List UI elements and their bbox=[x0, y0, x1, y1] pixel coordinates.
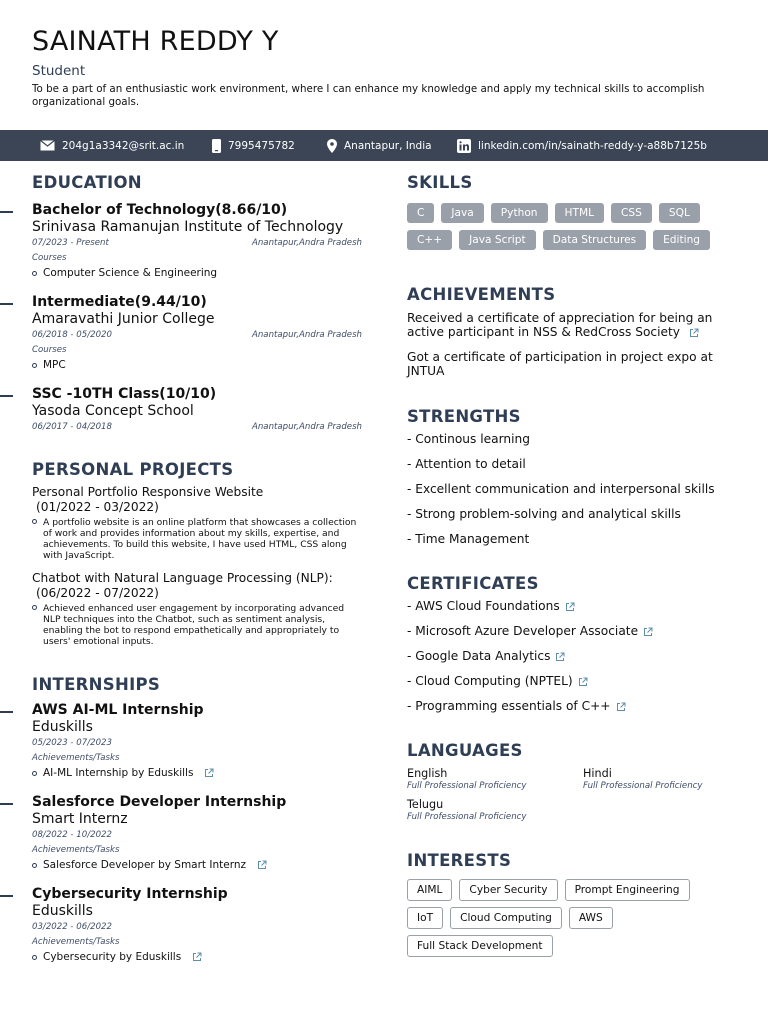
task-text: Salesforce Developer by Smart Internz bbox=[43, 859, 247, 871]
school-name: Yasoda Concept School bbox=[32, 403, 194, 419]
timeline-tick bbox=[0, 395, 13, 397]
certificates-list bbox=[407, 599, 727, 714]
certificate-text: - Programming essentials of C++ bbox=[407, 699, 611, 713]
school-name: Srinivasa Ramanujan Institute of Technology bbox=[32, 219, 344, 235]
summary-text: To be a part of an enthusiastic work environment, where I can enhance my knowledge and apply my technical skills to accomplish organizational goals. bbox=[32, 83, 705, 108]
language-name: Hindi bbox=[583, 767, 612, 780]
language-name: English bbox=[407, 767, 448, 780]
bullet-circle-icon bbox=[32, 363, 37, 368]
tasks-label: Achievements/Tasks bbox=[32, 753, 120, 763]
contact-phone[interactable] bbox=[212, 130, 295, 161]
internship-dates: 08/2022 - 10/2022 bbox=[32, 830, 112, 840]
language-item bbox=[407, 767, 583, 792]
strength-item: - Time Management bbox=[407, 532, 530, 546]
external-link-icon[interactable] bbox=[565, 602, 575, 612]
degree-title: Bachelor of Technology(8.66/10) bbox=[32, 202, 288, 218]
project-dates: (06/2022 - 07/2022) bbox=[36, 586, 159, 600]
interest-tag: AIML bbox=[407, 879, 452, 901]
bullet-circle-icon bbox=[32, 771, 37, 776]
languages-list bbox=[407, 767, 727, 823]
timeline-tick bbox=[0, 303, 13, 305]
certificate-text: - Cloud Computing (NPTEL) bbox=[407, 674, 573, 688]
interests-heading: INTERESTS bbox=[407, 851, 512, 870]
skill-tag: CSS bbox=[611, 203, 652, 223]
skill-tag: Java bbox=[441, 203, 483, 223]
courses-label: Courses bbox=[32, 345, 67, 355]
external-link-icon[interactable] bbox=[689, 328, 699, 338]
education-dates: 06/2018 - 05/2020 bbox=[32, 330, 112, 340]
skills-list bbox=[407, 203, 727, 257]
project-description-text: A portfolio website is an online platform that showcases a collection of work and provides information about my skills, expertise, and achievements. To build this website, I have used HTML, CSS along with JavaScript. bbox=[43, 517, 357, 561]
internships-heading: INTERNSHIPS bbox=[32, 675, 161, 694]
achievement-item bbox=[407, 311, 727, 339]
language-level: Full Professional Proficiency bbox=[407, 781, 527, 791]
external-link-icon[interactable] bbox=[643, 627, 653, 637]
task-item[interactable] bbox=[32, 858, 362, 872]
project-description bbox=[32, 517, 362, 561]
skill-tag: SQL bbox=[659, 203, 700, 223]
internship-title: Cybersecurity Internship bbox=[32, 886, 228, 902]
course-item bbox=[32, 358, 362, 372]
strengths-list bbox=[407, 432, 727, 547]
bullet-circle-icon bbox=[32, 955, 37, 960]
internship-dates: 03/2022 - 06/2022 bbox=[32, 922, 112, 932]
project-item bbox=[32, 485, 362, 561]
education-item bbox=[32, 294, 362, 372]
candidate-name: SAINATH REDDY Y bbox=[32, 26, 279, 57]
courses-label: Courses bbox=[32, 253, 67, 263]
school-name: Amaravathi Junior College bbox=[32, 311, 215, 327]
internship-item bbox=[32, 702, 362, 780]
interest-tag: AWS bbox=[569, 907, 613, 929]
internship-meta bbox=[32, 829, 362, 841]
course-text: Computer Science & Engineering bbox=[43, 267, 218, 279]
bullet-circle-icon bbox=[32, 863, 37, 868]
left-column bbox=[32, 172, 362, 964]
candidate-role: Student bbox=[32, 63, 86, 79]
certificate-item bbox=[407, 599, 727, 614]
achievements-heading: ACHIEVEMENTS bbox=[407, 285, 556, 304]
email-icon bbox=[40, 140, 55, 151]
external-link-icon[interactable] bbox=[616, 702, 626, 712]
right-column bbox=[407, 172, 727, 963]
education-location: Anantapur,Andra Pradesh bbox=[251, 330, 362, 340]
location-text: Anantapur, India bbox=[344, 139, 432, 152]
strength-item: - Strong problem-solving and analytical skills bbox=[407, 507, 681, 521]
skill-tag: Editing bbox=[653, 230, 710, 250]
project-dates: (01/2022 - 03/2022) bbox=[36, 500, 159, 514]
interest-tag: IoT bbox=[407, 907, 443, 929]
email-text: 204g1a3342@srit.ac.in bbox=[62, 139, 185, 152]
external-link-icon[interactable] bbox=[192, 952, 202, 962]
language-level: Full Professional Proficiency bbox=[407, 812, 527, 822]
contact-bar bbox=[0, 130, 768, 161]
certificates-heading: CERTIFICATES bbox=[407, 574, 539, 593]
skill-tag: C++ bbox=[407, 230, 452, 250]
linkedin-icon bbox=[457, 139, 471, 153]
achievement-item bbox=[407, 350, 727, 378]
project-name: Personal Portfolio Responsive Website bbox=[32, 485, 264, 499]
timeline-tick bbox=[0, 211, 13, 213]
internship-company: Eduskills bbox=[32, 719, 93, 735]
strengths-heading: STRENGTHS bbox=[407, 407, 521, 426]
contact-linkedin[interactable] bbox=[457, 130, 707, 161]
internship-meta bbox=[32, 921, 362, 933]
course-text: MPC bbox=[43, 359, 66, 371]
education-location: Anantapur,Andra Pradesh bbox=[251, 422, 362, 432]
project-description bbox=[32, 603, 362, 647]
bullet-circle-icon bbox=[32, 605, 37, 610]
internship-company: Eduskills bbox=[32, 903, 93, 919]
strength-item: - Continous learning bbox=[407, 432, 530, 446]
timeline-tick bbox=[0, 711, 13, 713]
skill-tag: HTML bbox=[555, 203, 604, 223]
external-link-icon[interactable] bbox=[555, 652, 565, 662]
bullet-circle-icon bbox=[32, 271, 37, 276]
education-dates: 06/2017 - 04/2018 bbox=[32, 422, 112, 432]
internship-company: Smart Internz bbox=[32, 811, 128, 827]
certificate-text: - Google Data Analytics bbox=[407, 649, 551, 663]
external-link-icon[interactable] bbox=[257, 860, 267, 870]
internship-title: Salesforce Developer Internship bbox=[32, 794, 287, 810]
task-item[interactable] bbox=[32, 766, 362, 780]
location-pin-icon bbox=[327, 139, 337, 153]
skill-tag: C bbox=[407, 203, 434, 223]
languages-heading: LANGUAGES bbox=[407, 741, 523, 760]
interest-tag: Cloud Computing bbox=[450, 907, 562, 929]
task-text: AI-ML Internship by Eduskills bbox=[43, 767, 194, 779]
certificate-text: - Microsoft Azure Developer Associate bbox=[407, 624, 639, 638]
skill-tag: Python bbox=[491, 203, 548, 223]
strength-item: - Excellent communication and interpersonal skills bbox=[407, 482, 715, 496]
phone-icon bbox=[212, 139, 221, 153]
skill-tag: Data Structures bbox=[543, 230, 646, 250]
education-item bbox=[32, 386, 362, 433]
education-item bbox=[32, 202, 362, 280]
strength-item: - Attention to detail bbox=[407, 457, 526, 471]
bullet-circle-icon bbox=[32, 519, 37, 524]
internship-item bbox=[32, 794, 362, 872]
language-name: Telugu bbox=[407, 798, 444, 811]
linkedin-text: linkedin.com/in/sainath-reddy-y-a88b7125b bbox=[478, 139, 707, 152]
resume-header bbox=[32, 26, 732, 109]
projects-heading: PERSONAL PROJECTS bbox=[32, 460, 234, 479]
interest-tag: Cyber Security bbox=[459, 879, 557, 901]
education-meta bbox=[32, 329, 362, 341]
internship-title: AWS AI-ML Internship bbox=[32, 702, 204, 718]
tasks-label: Achievements/Tasks bbox=[32, 937, 120, 947]
task-text: Cybersecurity by Eduskills bbox=[43, 951, 182, 963]
internship-dates: 05/2023 - 07/2023 bbox=[32, 738, 112, 748]
project-item bbox=[32, 571, 362, 647]
education-meta bbox=[32, 421, 362, 433]
skills-heading: SKILLS bbox=[407, 173, 473, 192]
internship-meta bbox=[32, 737, 362, 749]
contact-email[interactable] bbox=[40, 130, 184, 161]
certificate-item bbox=[407, 624, 727, 639]
course-item bbox=[32, 266, 362, 280]
language-level: Full Professional Proficiency bbox=[583, 781, 703, 791]
skill-tag: Java Script bbox=[459, 230, 535, 250]
degree-title: SSC -10TH Class(10/10) bbox=[32, 386, 217, 402]
external-link-icon[interactable] bbox=[578, 677, 588, 687]
internship-item bbox=[32, 886, 362, 964]
phone-text: 7995475782 bbox=[228, 139, 295, 152]
tasks-label: Achievements/Tasks bbox=[32, 845, 120, 855]
language-item bbox=[407, 798, 583, 823]
certificate-item bbox=[407, 674, 727, 689]
contact-location[interactable] bbox=[327, 130, 432, 161]
certificate-item bbox=[407, 699, 727, 714]
task-item[interactable] bbox=[32, 950, 362, 964]
timeline-tick bbox=[0, 895, 13, 897]
project-name: Chatbot with Natural Language Processing (NLP): bbox=[32, 571, 333, 585]
education-meta bbox=[32, 237, 362, 249]
interest-tag: Full Stack Development bbox=[407, 935, 553, 957]
achievement-text: Received a certificate of appreciation for being an active participant in NSS & RedCross Society bbox=[407, 311, 713, 339]
achievement-text: Got a certificate of participation in project expo at JNTUA bbox=[407, 350, 713, 378]
language-item bbox=[583, 767, 723, 792]
timeline-tick bbox=[0, 803, 13, 805]
education-heading: EDUCATION bbox=[32, 173, 142, 192]
project-description-text: Achieved enhanced user engagement by incorporating advanced NLP techniques into the Chatbot, such as sentiment analysis, enabling the bot to respond empathetically and appropriately to users' emotional inputs. bbox=[43, 603, 345, 647]
education-location: Anantapur,Andra Pradesh bbox=[251, 238, 362, 248]
external-link-icon[interactable] bbox=[204, 768, 214, 778]
certificate-item bbox=[407, 649, 727, 664]
degree-title: Intermediate(9.44/10) bbox=[32, 294, 207, 310]
interests-list bbox=[407, 879, 727, 963]
education-dates: 07/2023 - Present bbox=[32, 238, 109, 248]
interest-tag: Prompt Engineering bbox=[565, 879, 690, 901]
certificate-text: - AWS Cloud Foundations bbox=[407, 599, 560, 613]
